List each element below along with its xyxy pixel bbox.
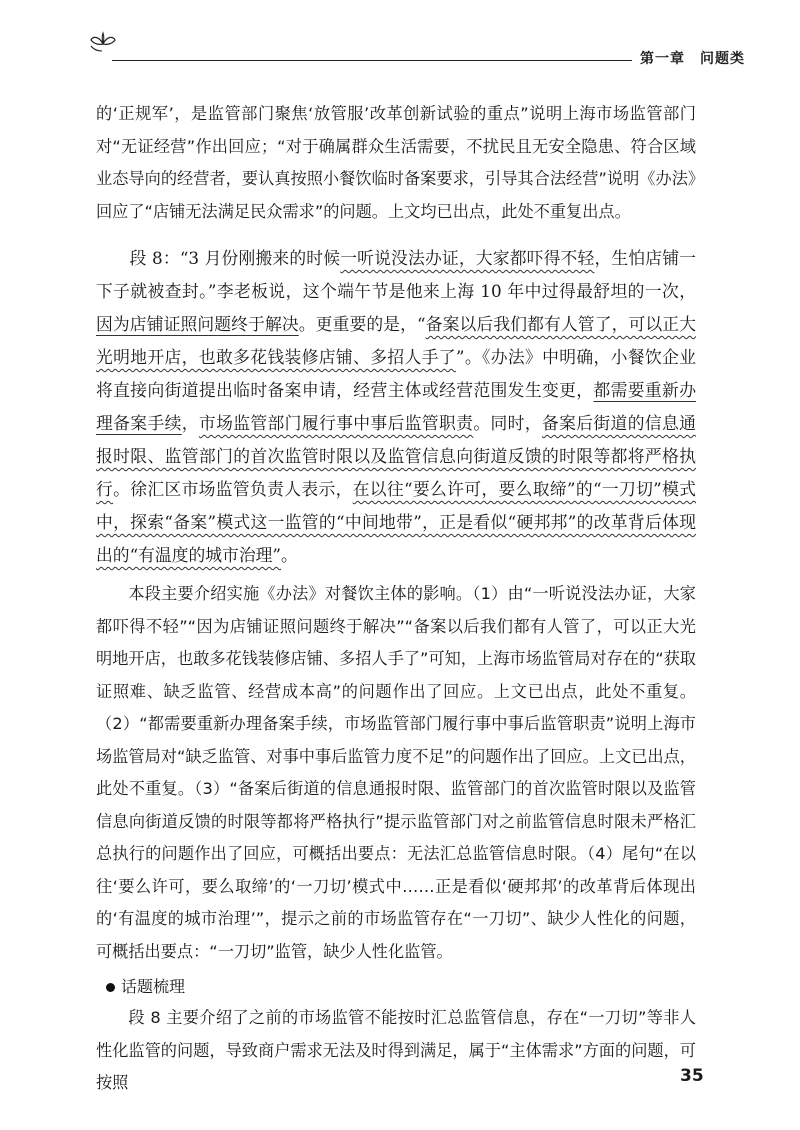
paragraph-topic-summary: 段 8 主要介绍了之前的市场监管不能按时汇总监管信息，存在“一刀切”等非人性化监管的问题，导致商户需求无法及时得到满足，属于“主体需求”方面的问题，可按照	[96, 1008, 696, 1092]
underlined-quote: 一听说没法办证，大家都吓得不轻	[340, 248, 595, 268]
underlined-quote: 因为店铺证照问题终于解决	[96, 314, 299, 334]
text-run: 。更重要的是，“	[298, 314, 426, 334]
paragraph-continued: 的‘正规军’，是监管部门聚焦‘放管服’改革创新试验的重点”说明上海市场监管部门对“无证经营”作出回应；“对于确属群众生活需要，不扰民且无安全隐患、符合区域业态导向的经营者，要认真按照小餐饮临时备案要求，引导其合法经营”说明《办法》回应了“店铺无法满足民众需求”的问题。上文均已出点，此处不重复出点。	[96, 104, 696, 221]
text-run: 。同时，	[473, 413, 542, 433]
text-run: 段 8：“3 月份刚搬来的时候	[129, 248, 341, 268]
page-body	[96, 98, 696, 1100]
chapter-title: 第一章 问题类	[640, 51, 745, 67]
bullet-icon	[106, 983, 115, 992]
topic-heading-label: 话题梳理	[121, 977, 186, 996]
underlined-quote: 都需要重新办理备案手续	[96, 380, 696, 433]
paragraph-section-8	[96, 242, 696, 572]
underlined-quote: 备案后街道的信息通报时限、监管部门的首次监管时限以及监管信息向街道反馈的时限等都将严格执行	[96, 413, 696, 499]
page-header	[90, 30, 745, 70]
text-run: ，	[181, 413, 199, 433]
underlined-quote: 在以往“要么许可，要么取缔”的“一刀切”模式中，探索“备案”模式这一监管的“中间地带”，正是看似“硬邦邦”的改革背后体现出的“有温度的城市治理”	[96, 479, 696, 565]
underlined-quote: 备案以后我们都有人管了，可以正大光明地开店，也敢多花钱装修店铺、多招人手了	[96, 314, 696, 367]
text-run: ”。《办法》中明确，小餐饮企业将直接向街道提出临时备案申请，经营主体或经营范围发生变更，	[96, 347, 696, 400]
page-number: 35	[680, 1066, 704, 1086]
text-run: 。	[280, 545, 298, 565]
paragraph-analysis: 本段主要介绍实施《办法》对餐饮主体的影响。（1）由“一听说没法办证，大家都吓得不轻”“因为店铺证照问题终于解决”“备案以后我们都有人管了，可以正大光明地开店，也敢多花钱装修店铺、多招人手了”可知，上海市场监管局对存在的“获取证照难、缺乏监管、经营成本高”的问题作出了回应。上文已出点，此处不重复。（2）“都需要重新办理备案手续，市场监管部门履行事中事后监管职责”说明上海市场监管局对“缺乏监管、对事中事后监管力度不足”的问题作出了回应。上文已出点，此处不重复。（3）“备案后街道的信息通报时限、监管部门的首次监管时限以及监管信息向街道反馈的时限等都将严格执行”提示监管部门对之前监管信息时限未严格汇总执行的问题作出了回应，可概括出要点：无法汇总监管信息时限。（4）尾句“在以往‘要么许可，要么取缔’的‘一刀切’模式中……正是看似‘硬邦邦’的改革背后体现出的‘有温度的城市治理’”，提示之前的市场监管存在“一刀切”、缺少人性化的问题，可概括出要点：“一刀切”监管，缺少人性化监管。	[96, 584, 696, 961]
header-rule	[112, 60, 632, 61]
leaf-ornament-icon	[90, 30, 116, 52]
text-run: 。徐汇区市场监管负责人表示，	[113, 479, 353, 499]
topic-heading	[96, 972, 696, 1002]
text-run: ，生怕店铺一下子就被查封。”李老板说，这个端午节是他来上海 10 年中过得最舒坦的一次，	[96, 248, 696, 301]
underlined-quote: 市场监管部门履行事中事后监管职责	[198, 413, 474, 433]
